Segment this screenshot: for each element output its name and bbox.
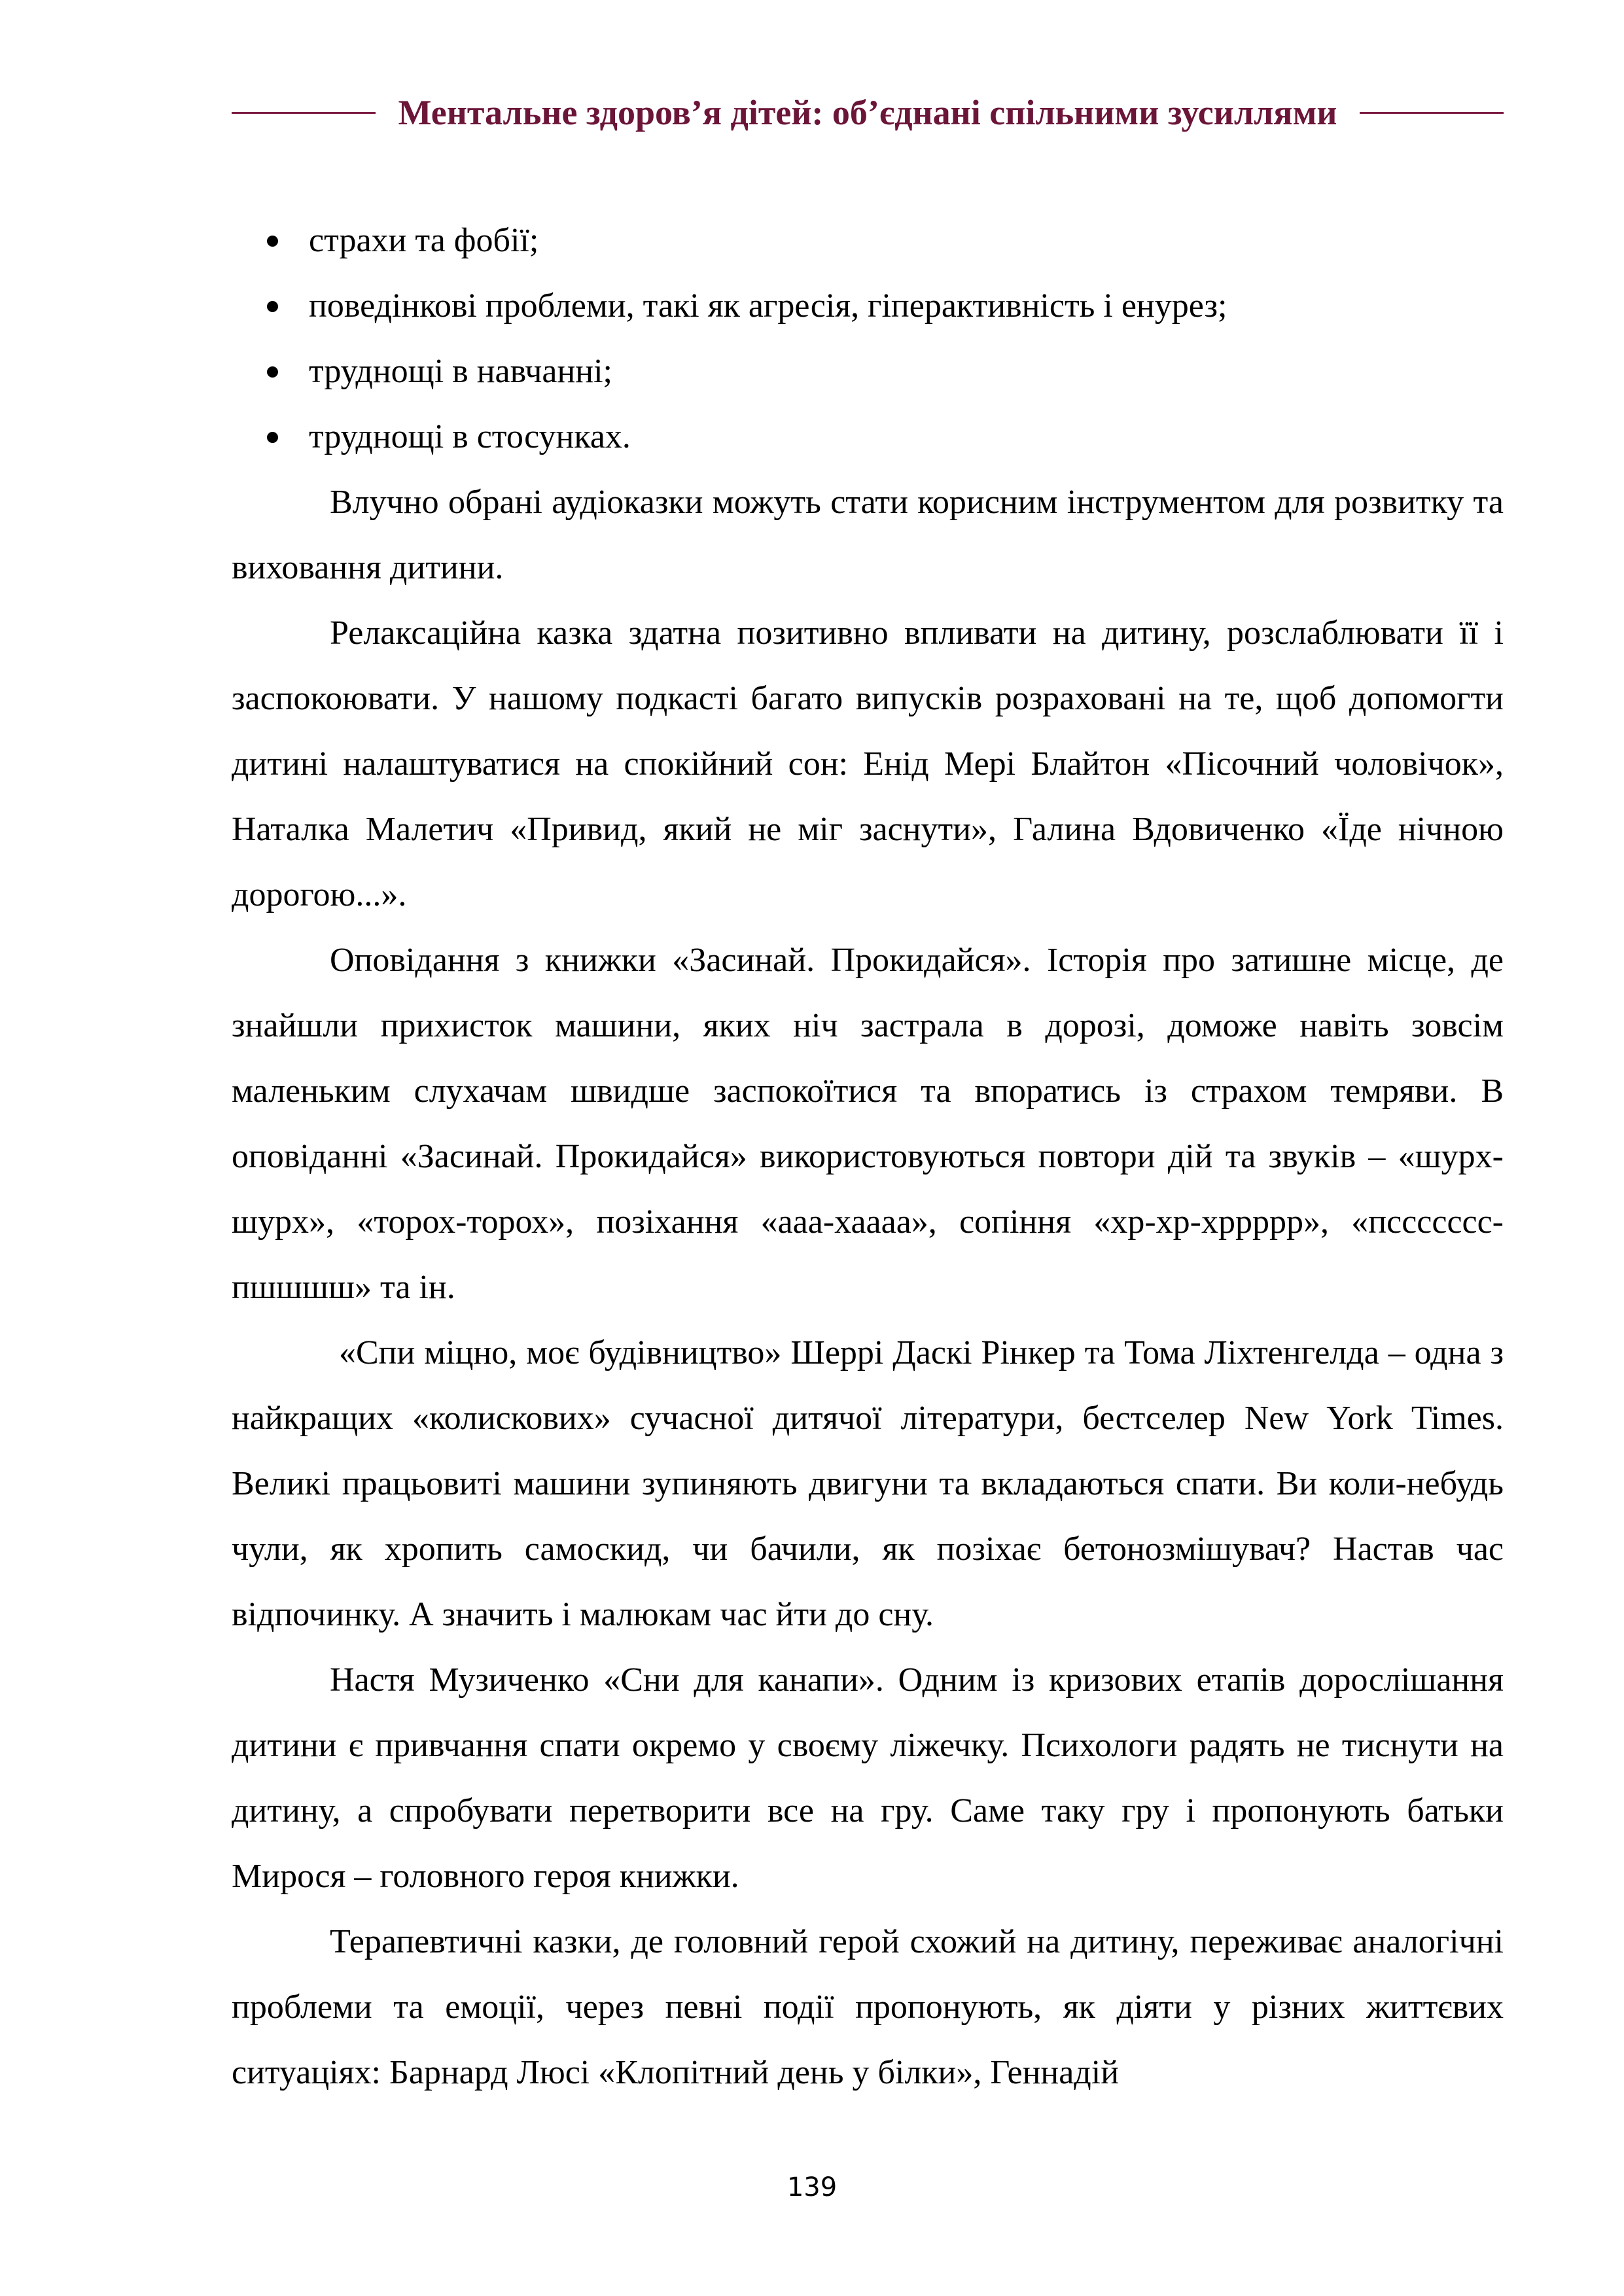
header-rule-left — [232, 112, 376, 114]
paragraph-sleep-tight-construction: «Спи міцно, моє будівництво» Шеррі Даскі Рінкер та Тома Ліхтенгелда – одна з найкращих «колискових» сучасної дитячої літератури, бестселер New York Times. Великі працьовиті машини зупиняють двигуни та вкладаються спати. Ви коли-небудь чули, як хропить самоскид, чи бачили, як позіхає бетонозмішувач? Настав час відпочинку. А значить і малюкам час йти до сну. — [232, 1334, 1504, 1633]
list-item — [232, 404, 1504, 470]
paragraph-audio-tales: Влучно обрані аудіоказки можуть стати корисним інструментом для розвитку та виховання дитини. — [232, 484, 1504, 586]
bullet-icon — [267, 366, 278, 378]
list-item-text: труднощі в навчанні; — [309, 353, 612, 390]
paragraph-dreams-for-sofa: Настя Музиченко «Сни для канапи». Одним із кризових етапів дорослішання дитини є привчання спати окремо у своєму ліжечку. Психологи радять не тиснути на дитину, а спробувати перетворити все на гру. Саме таку гру і пропонують батьки Мирося – головного героя книжки. — [232, 1661, 1504, 1895]
page-number: 139 — [786, 2172, 838, 2202]
bullet-list — [232, 208, 1504, 470]
list-item-text: поведінкові проблеми, такі як агресія, гіперактивність і енурез; — [309, 287, 1227, 325]
list-item-text: страхи та фобії; — [309, 222, 539, 259]
bullet-icon — [267, 432, 278, 443]
header-title: Ментальне здоров’я дітей: об’єднані спільними зусиллями — [398, 93, 1337, 132]
paragraph-relaxation-tale: Релаксаційна казка здатна позитивно впливати на дитину, розслаблювати її і заспокоювати. У нашому подкасті багато випусків розраховані на те, щоб допомогти дитині налаштуватися на спокійний сон: Енід Мері Блайтон «Пісочний чоловічок», Наталка Малетич «Привид, який не міг заснути», Галина Вдовиченко «Їде нічною дорогою...». — [232, 614, 1504, 913]
paragraph-fall-asleep-wake-up: Оповідання з книжки «Засинай. Прокидайся». Історія про затишне місце, де знайшли прихисток машини, яких ніч застрала в дорозі, доможе навіть зовсім маленьким слухачам швидше заспокоїтися та впоратись із страхом темряви. В оповіданні «Засинай. Прокидайся» використовуються повтори дій та звуків – «шурх-шурх», «торох-торох», позіхання «ааа-хаааа», сопіння «хр-хр-хррррр», «пссссссс-пшшшш» та ін. — [232, 942, 1504, 1306]
paragraph-therapeutic-tales: Терапевтичні казки, де головний герой схожий на дитину, переживає аналогічні проблеми та емоції, через певні події пропонують, як діяти у різних життєвих ситуаціях: Барнард Люсі «Клопітний день у білки», Геннадій — [232, 1923, 1504, 2091]
list-item — [232, 208, 1504, 274]
page-body — [232, 208, 1504, 2106]
list-item-text: труднощі в стосунках. — [309, 418, 631, 455]
page-header — [232, 89, 1504, 136]
list-item — [232, 274, 1504, 339]
bullet-icon — [267, 236, 278, 247]
bullet-icon — [267, 301, 278, 312]
list-item — [232, 339, 1504, 404]
header-rule-right — [1360, 112, 1504, 114]
